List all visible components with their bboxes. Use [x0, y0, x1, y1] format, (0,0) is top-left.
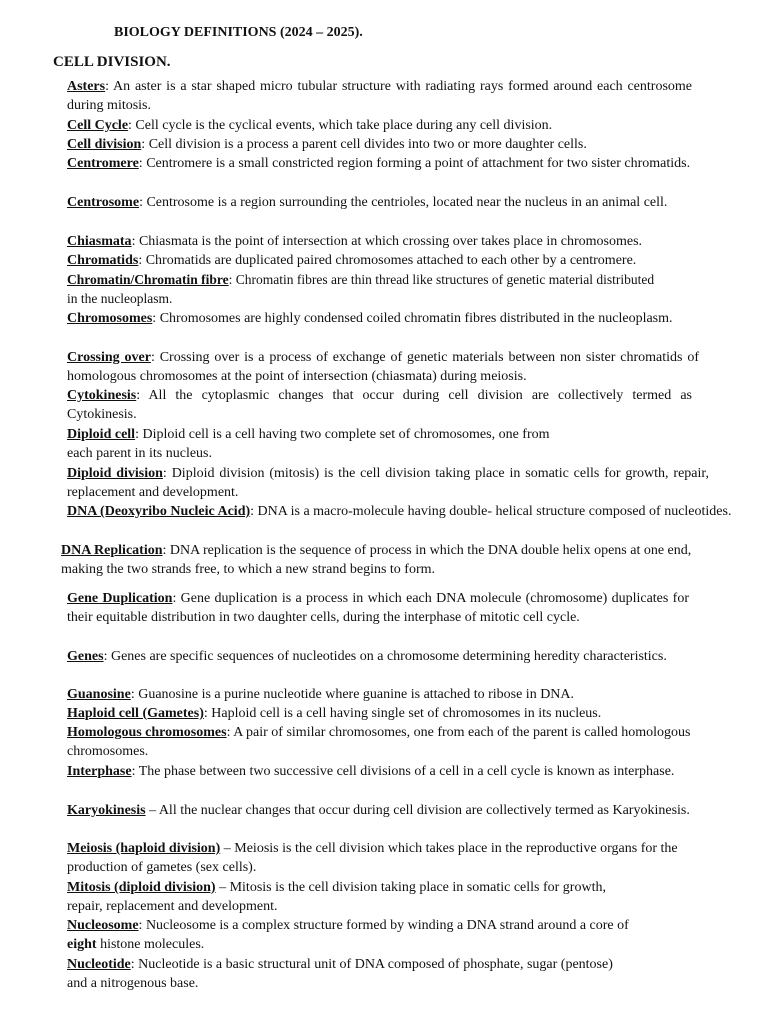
- term-separator: :: [103, 649, 111, 664]
- definition-text: Diploid division (mitosis) is the cell division taking place in somatic cells for growth, repair, replacement and development.: [67, 466, 710, 501]
- term-separator: :: [203, 706, 212, 721]
- term-mitosis: Mitosis (diploid division): [67, 880, 216, 895]
- definition-text: Nucleosome is a complex structure formed by winding a DNA strand around a core of: [145, 918, 629, 933]
- definition-text: Genes are specific sequences of nucleotides on a chromosome determining heredity characteristics.: [110, 649, 667, 664]
- term-nucleosome: Nucleosome: [67, 918, 139, 933]
- term-separator: :: [136, 388, 149, 403]
- definition-text: Meiosis is the cell division which takes place in the reproductive organs for the production of gametes (sex cells).: [67, 841, 678, 876]
- term-separator: :: [130, 957, 139, 972]
- term-separator: :: [138, 918, 146, 933]
- term-diploid-cell: Diploid cell: [67, 427, 136, 442]
- term-dna: DNA (Deoxyribo Nucleic Acid): [67, 504, 251, 519]
- term-separator: :: [152, 311, 160, 326]
- definition-text: histone molecules.: [96, 937, 205, 953]
- definition-dna-replication: [61, 541, 711, 580]
- definition-guanosine: [67, 685, 727, 704]
- definition-text: Crossing over is a process of exchange of genetic materials between non sister chromatids of homologous chromosomes at the point of intersection (chiasmata) during meiosis.: [67, 350, 699, 385]
- term-interphase: Interphase: [67, 764, 132, 779]
- term-separator: :: [228, 272, 236, 287]
- definition-centrosome: [67, 193, 709, 212]
- definition-haploid-cell: [67, 704, 727, 723]
- definition-text: DNA replication is the sequence of process in which the DNA double helix opens at one end, making the two strands free, to which a new strand begins to form.: [61, 543, 692, 578]
- term-haploid-cell: Haploid cell (Gametes): [67, 706, 204, 721]
- definition-centromere: [67, 154, 708, 173]
- definition-text: Haploid cell is a cell having single set of chromosomes in its nucleus.: [211, 706, 602, 721]
- definition-text: Chromatids are duplicated paired chromosomes attached to each other by a centromere.: [145, 253, 637, 268]
- definition-chromatin: [67, 270, 667, 309]
- definition-line: [67, 935, 727, 954]
- definition-homologous-chromosomes: [67, 723, 707, 762]
- definition-text: Centromere is a small constricted region forming a point of attachment for two sister chromatids.: [146, 156, 691, 171]
- term-cell-cycle: Cell Cycle: [67, 118, 129, 133]
- term-separator: :: [139, 195, 147, 210]
- definition-text: All the nuclear changes that occur during cell division are collectively termed as Karyokinesis.: [158, 803, 690, 818]
- definition-text: Centrosome is a region surrounding the centrioles, located near the nucleus in an animal cell.: [146, 195, 668, 210]
- definition-asters: [67, 77, 692, 116]
- term-separator: –: [215, 880, 230, 895]
- definition-gene-duplication: [67, 589, 689, 628]
- definition-cell-division: [67, 135, 707, 154]
- definition-text: Diploid cell is a cell having two complete set of chromosomes, one from: [142, 427, 550, 442]
- term-chromatids: Chromatids: [67, 253, 139, 268]
- definition-mitosis: [67, 878, 707, 917]
- term-separator: :: [150, 350, 160, 365]
- term-nucleotide: Nucleotide: [67, 957, 131, 972]
- emphasis-word: eight: [67, 937, 97, 953]
- term-separator: :: [250, 504, 258, 519]
- definition-text: DNA is a macro-molecule having double- helical structure composed of nucleotides.: [257, 504, 732, 519]
- term-chiasmata: Chiasmata: [67, 234, 132, 249]
- term-homologous-chromosomes: Homologous chromosomes: [67, 725, 227, 740]
- term-karyokinesis: Karyokinesis: [67, 803, 146, 818]
- definition-text: Cell division is a process a parent cell divides into two or more daughter cells.: [148, 137, 587, 152]
- term-chromatin: Chromatin/Chromatin fibre: [67, 272, 229, 287]
- term-separator: :: [131, 234, 139, 249]
- term-centrosome: Centrosome: [67, 195, 140, 210]
- definition-line: [67, 955, 727, 974]
- term-chromosomes: Chromosomes: [67, 311, 153, 326]
- term-dna-replication: DNA Replication: [61, 543, 163, 558]
- definition-diploid-cell: [67, 425, 707, 464]
- term-centromere: Centromere: [67, 156, 139, 171]
- definition-nucleotide: [67, 955, 727, 994]
- definition-text: Chromatin fibres are thin thread like structures of genetic material distributed in the nucleoplasm.: [67, 272, 655, 307]
- term-separator: –: [220, 841, 235, 856]
- definition-text: Nucleotide is a basic structural unit of DNA composed of phosphate, sugar (pentose): [138, 957, 613, 972]
- definition-cytokinesis: [67, 386, 692, 425]
- definition-chromatids: [67, 251, 727, 270]
- definition-text: All the cytoplasmic changes that occur during cell division are collectively termed as Cytokinesis.: [67, 388, 692, 423]
- term-separator: :: [172, 591, 181, 606]
- definition-genes: [67, 647, 691, 666]
- definition-chromosomes: [67, 309, 687, 328]
- definition-text: Mitosis is the cell division taking place in somatic cells for growth,: [229, 880, 606, 895]
- definition-text: A pair of similar chromosomes, one from each of the parent is called homologous chromosomes.: [67, 725, 691, 760]
- definition-line: each parent in its nucleus.: [67, 446, 213, 462]
- definition-text: The phase between two successive cell divisions of a cell in a cell cycle is known as interphase.: [138, 764, 675, 779]
- definition-line: repair, replacement and development.: [67, 899, 278, 915]
- definition-text: Cell cycle is the cyclical events, which take place during any cell division.: [135, 118, 553, 133]
- definition-text: Chiasmata is the point of intersection at which crossing over takes place in chromosomes.: [138, 234, 643, 249]
- term-separator: :: [226, 725, 234, 740]
- definition-text: Chromosomes are highly condensed coiled chromatin fibres distributed in the nucleoplasm.: [159, 311, 673, 326]
- definition-line: [67, 425, 707, 444]
- definition-meiosis: [67, 839, 715, 878]
- term-asters: Asters: [67, 79, 106, 94]
- term-separator: :: [128, 118, 136, 133]
- term-separator: :: [130, 687, 139, 702]
- term-guanosine: Guanosine: [67, 687, 131, 702]
- definition-text: Guanosine is a purine nucleotide where guanine is attached to ribose in DNA.: [138, 687, 575, 702]
- term-cell-division: Cell division: [67, 137, 142, 152]
- term-separator: :: [138, 156, 147, 171]
- definition-interphase: [67, 762, 711, 781]
- document-title: BIOLOGY DEFINITIONS (2024 – 2025).: [114, 25, 363, 40]
- term-separator: :: [135, 427, 143, 442]
- term-diploid-division: Diploid division: [67, 466, 163, 481]
- definition-karyokinesis: [67, 801, 705, 820]
- definition-text: Gene duplication is a process in which each DNA molecule (chromosome) duplicates for their equitable distribution in two daughter cells, during the interphase of mitotic cell cycle.: [67, 591, 689, 626]
- definition-text: An aster is a star shaped micro tubular structure with radiating rays formed around each centrosome during mitosis.: [67, 79, 692, 114]
- term-separator: :: [162, 543, 170, 558]
- definition-line: [67, 878, 707, 897]
- term-genes: Genes: [67, 649, 104, 664]
- definition-cell-cycle: [67, 116, 707, 135]
- term-cytokinesis: Cytokinesis: [67, 388, 137, 403]
- term-separator: :: [138, 253, 146, 268]
- term-meiosis: Meiosis (haploid division): [67, 841, 221, 856]
- definition-line: and a nitrogenous base.: [67, 976, 199, 992]
- definition-chiasmata: [67, 232, 727, 251]
- term-gene-duplication: Gene Duplication: [67, 591, 173, 606]
- definition-dna: [67, 502, 743, 521]
- definition-line: [67, 916, 727, 935]
- section-heading: CELL DIVISION.: [53, 54, 171, 70]
- term-separator: :: [141, 137, 149, 152]
- term-separator: :: [131, 764, 139, 779]
- term-separator: :: [105, 79, 114, 94]
- term-separator: :: [162, 466, 172, 481]
- definition-nucleosome: [67, 916, 727, 955]
- term-separator: –: [145, 803, 159, 818]
- term-crossing-over: Crossing over: [67, 350, 151, 365]
- definition-diploid-division: [67, 464, 709, 503]
- definition-crossing-over: [67, 348, 699, 387]
